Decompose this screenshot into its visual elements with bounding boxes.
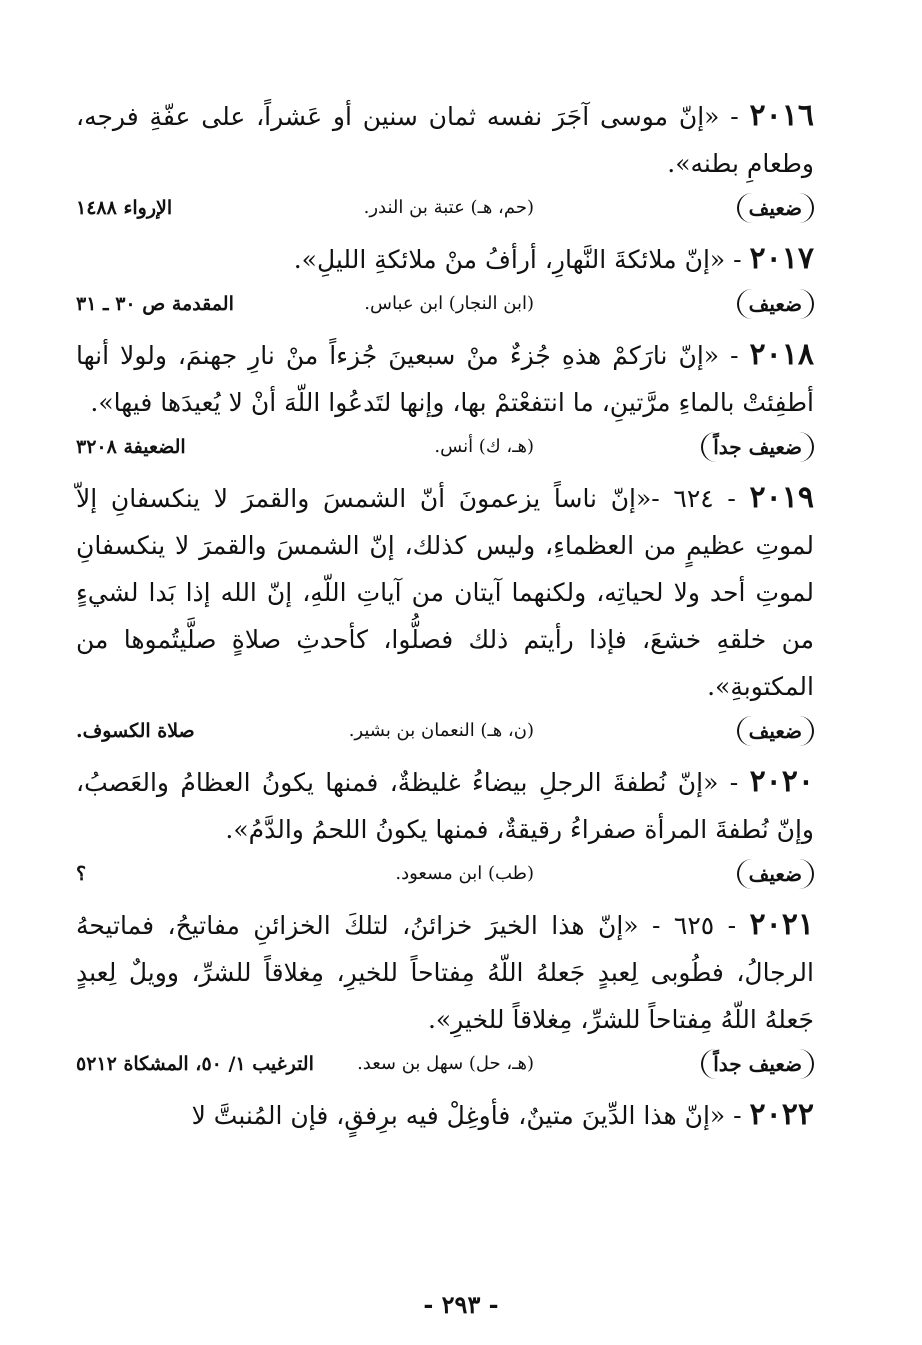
reference-text: المقدمة ص ٣٠ ـ ٣١ (76, 293, 234, 315)
hadith-list (76, 92, 814, 1139)
hadith-text-block (76, 901, 814, 1043)
hadith-text: - «إنّ هذا الدِّينَ متينٌ، فأوغِلْ فيه برِفقٍ، فإن المُنبتَّ لا (191, 1101, 742, 1130)
hadith-text: - «إنّ نارَكمْ هذهِ جُزءٌ منْ سبعينَ جُزءاً منْ نارِ جهنمَ، ولولا أنها أطفِئتْ بالماءِ مرَّتينِ، ما انتفعْتمْ بها، وإنها لتَدعُوا اللّهَ أنْ لا يُعيدَها فيها». (76, 341, 814, 417)
hadith-entry (76, 331, 814, 468)
hadith-number: ٢٠١٩ (749, 480, 814, 515)
hadith-text-block (76, 474, 814, 710)
hadith-text-block (76, 758, 814, 853)
hadith-number: ٢٠١٧ (749, 241, 814, 276)
narrators-text: (ابن النجار) ابن عباس. (364, 293, 534, 314)
hadith-entry (76, 92, 814, 229)
grade-label: ضعيف جداً (701, 1049, 814, 1079)
reference-text: ؟ (76, 863, 87, 885)
grade-label: ضعيف جداً (701, 432, 814, 462)
grade-label: ضعيف (737, 289, 814, 319)
hadith-text: - ٦٢٥ - «إنّ هذا الخيرَ خزائنُ، لتلكَ الخزائنِ مفاتيحُ، فماتيحهُ الرجالُ، فطُوبى لِعبدٍ جَعلهُ اللّهُ مِفتاحاً للخيرِ، مِغلاقاً للشرِّ، وويلٌ لِعبدٍ جَعلهُ اللّهُ مِفتاحاً للشرِّ، مِغلاقاً للخيرِ». (76, 911, 814, 1034)
hadith-entry (76, 758, 814, 895)
reference-text: صلاة الكسوف. (76, 720, 195, 742)
hadith-number: ٢٠١٦ (749, 98, 814, 133)
source-line (76, 283, 814, 325)
hadith-entry (76, 1091, 814, 1139)
reference-text: الإرواء ١٤٨٨ (76, 197, 173, 219)
narrators-text: (حم، هـ) عتبة بن الندر. (363, 197, 534, 218)
hadith-entry (76, 235, 814, 325)
page-number: - ٢٩٣ - (423, 1290, 499, 1319)
hadith-text: - «إنّ ملائكةَ النَّهارِ، أرأفُ منْ ملائكةِ الليلِ». (293, 245, 742, 274)
hadith-number: ٢٠٢٠ (749, 764, 815, 799)
narrators-text: (طب) ابن مسعود. (395, 863, 534, 884)
narrators-text: (هـ، حل) سهل بن سعد. (357, 1053, 534, 1074)
narrators-text: (ن، هـ) النعمان بن بشير. (348, 720, 534, 741)
hadith-text: - «إنّ موسى آجَرَ نفسه ثمان سنين أو عَشراً، على عفّةِ فرجه، وطعامِ بطنه». (76, 102, 814, 178)
source-line (76, 710, 814, 752)
source-line (76, 853, 814, 895)
hadith-number: ٢٠١٨ (749, 337, 814, 372)
hadith-number: ٢٠٢٢ (749, 1097, 814, 1132)
hadith-entry (76, 901, 814, 1085)
hadith-entry (76, 474, 814, 752)
grade-label: ضعيف (737, 716, 814, 746)
reference-text: الترغيب ١/ ٥٠، المشكاة ٥٢١٢ (76, 1053, 314, 1075)
hadith-text: - ٦٢٤ -«إنّ ناساً يزعمونَ أنّ الشمسَ والقمرَ لا ينكسفانِ إلاّ لموتِ عظيمٍ من العظماءِ، وليس كذلك، إنّ الشمسَ والقمرَ لا ينكسفانِ لموتِ أحد ولا لحياتِه، ولكنهما آيتان من آياتِ اللّهِ، إنّ الله إذا بَدا لشيءٍ من خلقهِ خشعَ، فإذا رأيتم ذلك فصلُّوا، كأحدثِ صلاةٍ صلَّيتُموها من المكتوبةِ». (76, 484, 814, 701)
grade-label: ضعيف (737, 859, 814, 889)
hadith-text-block (76, 1091, 814, 1139)
reference-text: الضعيفة ٣٢٠٨ (76, 436, 186, 458)
hadith-text: - «إنّ نُطفةَ الرجلِ بيضاءُ غليظةٌ، فمنها يكونُ العظامُ والعَصبُ، وإنّ نُطفةَ المرأة صفراءُ رقيقةٌ، فمنها يكونُ اللحمُ والدَّمُ». (76, 768, 814, 844)
hadith-text-block (76, 92, 814, 187)
grade-label: ضعيف (737, 193, 814, 223)
hadith-text-block (76, 235, 814, 283)
hadith-text-block (76, 331, 814, 426)
source-line (76, 426, 814, 468)
hadith-number: ٢٠٢١ (749, 907, 814, 942)
source-line (76, 187, 814, 229)
narrators-text: (هـ، ك) أنس. (434, 436, 534, 457)
source-line (76, 1043, 814, 1085)
